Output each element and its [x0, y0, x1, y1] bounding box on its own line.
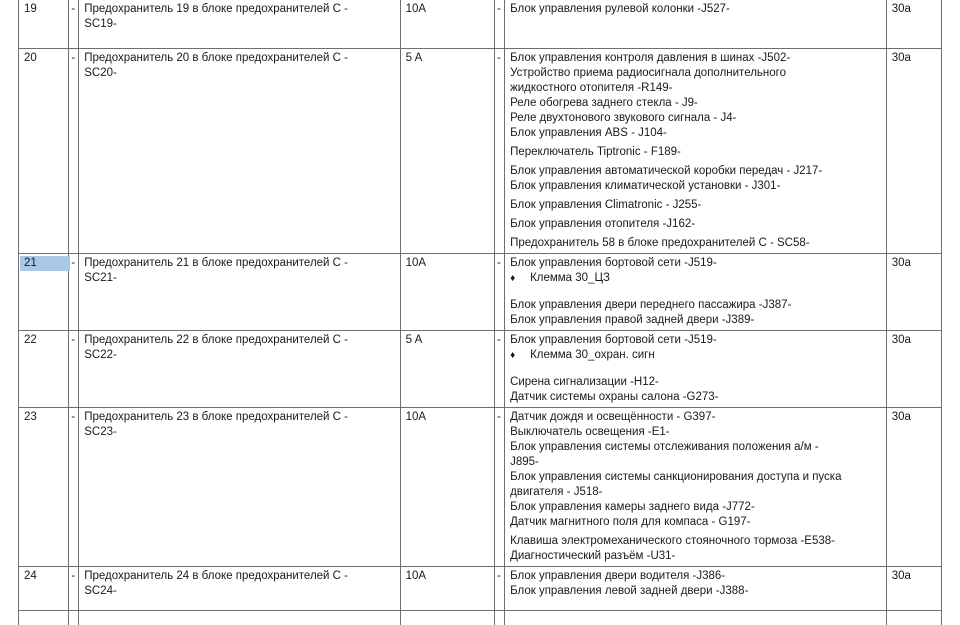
consumer-item: Датчик системы охраны салона -G273- [510, 390, 719, 403]
consumer-item: Блок управления двери переднего пассажира -J387- [510, 298, 792, 311]
fuse-description-line: Предохранитель 19 в блоке предохранителей С - [84, 3, 348, 15]
fuse-number-cell [19, 566, 69, 610]
fuse-rating: 10A [400, 407, 494, 566]
terminal-cell: 30a [886, 0, 941, 48]
consumer-item: Блок управления системы отслеживания положения а/м - [510, 440, 819, 453]
fuse-description-line: Предохранитель 23 в блоке предохранителей С - [84, 410, 348, 423]
dash-cell: - [69, 407, 79, 566]
fuse-description-line: Предохранитель 21 в блоке предохранителей С - [84, 256, 348, 269]
fuse-row [19, 566, 942, 610]
fuse-rating: 10A [400, 253, 494, 330]
empty-cell [79, 610, 400, 625]
empty-cell [69, 610, 79, 625]
consumer-item: Клавиша электромеханического стояночного тормоза -E538- [510, 534, 835, 547]
consumer-item: двигателя - J518- [510, 485, 603, 498]
terminal-cell: 30a [886, 566, 941, 610]
empty-cell [495, 610, 505, 625]
consumer-item: Блок управления камеры заднего вида -J772- [510, 500, 755, 513]
fuse-description-line: SC20- [84, 66, 117, 79]
dash-cell: - [495, 330, 505, 407]
dash-cell: - [69, 0, 79, 48]
consumers-cell [505, 48, 887, 253]
consumer-item: Блок управления бортовой сети -J519- [510, 256, 717, 269]
fuse-description-line: SC21- [84, 271, 117, 284]
fuse-number-cell [19, 407, 69, 566]
fuse-number: 21 [20, 256, 70, 271]
fuse-description-line: SC19- [84, 18, 117, 30]
consumer-item: Датчик дождя и освещённости - G397- [510, 410, 716, 423]
fuse-number-cell [19, 253, 69, 330]
fuse-description-cell [79, 0, 400, 48]
fuse-description-line: SC24- [84, 584, 117, 597]
terminal-cell: 30a [886, 407, 941, 566]
fuse-number: 24 [24, 569, 37, 582]
fuse-row [19, 0, 942, 48]
dash-cell: - [69, 566, 79, 610]
consumers-cell [505, 0, 887, 48]
dash-cell: - [69, 253, 79, 330]
consumer-item: J895- [510, 455, 539, 468]
empty-cell [886, 610, 941, 625]
fuse-row [19, 253, 942, 330]
terminal-cell: 30a [886, 253, 941, 330]
empty-cell [505, 610, 887, 625]
fuse-description-cell [79, 330, 400, 407]
fuse-description-cell [79, 566, 400, 610]
consumer-item: Диагностический разъём -U31- [510, 549, 676, 562]
consumer-item: Блок управления двери водителя -J386- [510, 569, 726, 582]
consumer-item: Блок управления бортовой сети -J519- [510, 333, 717, 346]
dash-cell: - [69, 330, 79, 407]
fuse-number: 20 [24, 51, 37, 64]
consumer-item: Блок управления левой задней двери -J388- [510, 584, 749, 597]
consumer-bullet-text: Клемма 30_охран. сигн [530, 348, 655, 361]
consumer-item: Переключатель Tiptronic - F189- [510, 145, 681, 158]
fuse-description-line: SC22- [84, 348, 117, 361]
consumer-item: Предохранитель 58 в блоке предохранителей С - SC58- [510, 236, 810, 249]
fuse-rating: 5 A [400, 330, 494, 407]
consumer-item: Блок управления климатической установки - J301- [510, 179, 781, 192]
fuse-number: 23 [24, 410, 37, 423]
consumer-item: Блок управления правой задней двери -J389- [510, 313, 755, 326]
fuse-rating: 10A [400, 566, 494, 610]
fuse-description-line: Предохранитель 24 в блоке предохранителей С - [84, 569, 348, 582]
fuse-table-body [19, 0, 942, 625]
consumer-item: Блок управления контроля давления в шинах -J502- [510, 51, 791, 64]
fuse-description-cell [79, 407, 400, 566]
consumer-item: Датчик магнитного поля для компаса - G197- [510, 515, 751, 528]
fuse-row [19, 330, 942, 407]
fuse-rating: 5 A [400, 48, 494, 253]
consumer-item: Реле двухтонового звукового сигнала - J4- [510, 111, 737, 124]
fuse-number: 19 [24, 3, 37, 15]
consumers-cell [505, 407, 887, 566]
consumer-item: Реле обогрева заднего стекла - J9- [510, 96, 698, 109]
dash-cell: - [495, 407, 505, 566]
fuse-table [18, 0, 942, 625]
terminal-cell: 30a [886, 330, 941, 407]
fuse-number-cell [19, 330, 69, 407]
fuse-row [19, 48, 942, 253]
consumer-item: Блок управления ABS - J104- [510, 126, 667, 139]
fuse-description-cell [79, 48, 400, 253]
consumer-bullet-item [510, 348, 882, 363]
fuse-rating: 10A [400, 0, 494, 48]
dash-cell: - [495, 566, 505, 610]
consumer-item: жидкостного отопителя -R149- [510, 81, 673, 94]
consumer-item: Сирена сигнализации -H12- [510, 375, 659, 388]
fuse-description-line: SC23- [84, 425, 117, 438]
fuse-number-cell [19, 48, 69, 253]
fuse-description-line: Предохранитель 22 в блоке предохранителей С - [84, 333, 348, 346]
empty-cell [19, 610, 69, 625]
consumer-bullet-text: Клемма 30_ЦЗ [530, 271, 610, 284]
dash-cell: - [69, 48, 79, 253]
diamond-bullet-icon: ♦ [510, 272, 516, 284]
terminal-cell: 30a [886, 48, 941, 253]
consumer-bullet-item [510, 271, 882, 286]
consumer-item: Блок управления Climatronic - J255- [510, 198, 702, 211]
consumer-item: Блок управления отопителя -J162- [510, 217, 696, 230]
dash-cell: - [495, 0, 505, 48]
table-continuation-row [19, 610, 942, 625]
consumers-cell [505, 253, 887, 330]
consumer-item: Выключатель освещения -E1- [510, 425, 670, 438]
consumer-item: Блок управления системы санкционирования доступа и пуска [510, 470, 842, 483]
dash-cell: - [495, 48, 505, 253]
dash-cell: - [495, 253, 505, 330]
diamond-bullet-icon: ♦ [510, 349, 516, 361]
fuse-row [19, 407, 942, 566]
consumers-cell [505, 566, 887, 610]
consumer-item: Устройство приема радиосигнала дополнительного [510, 66, 786, 79]
consumer-item: Блок управления автоматической коробки передач - J217- [510, 164, 823, 177]
fuse-description-cell [79, 253, 400, 330]
consumers-cell [505, 330, 887, 407]
fuse-description-line: Предохранитель 20 в блоке предохранителей С - [84, 51, 348, 64]
fuse-number: 22 [24, 333, 37, 346]
empty-cell [400, 610, 494, 625]
consumer-item: Блок управления рулевой колонки -J527- [510, 3, 730, 15]
fuse-number-cell [19, 0, 69, 48]
